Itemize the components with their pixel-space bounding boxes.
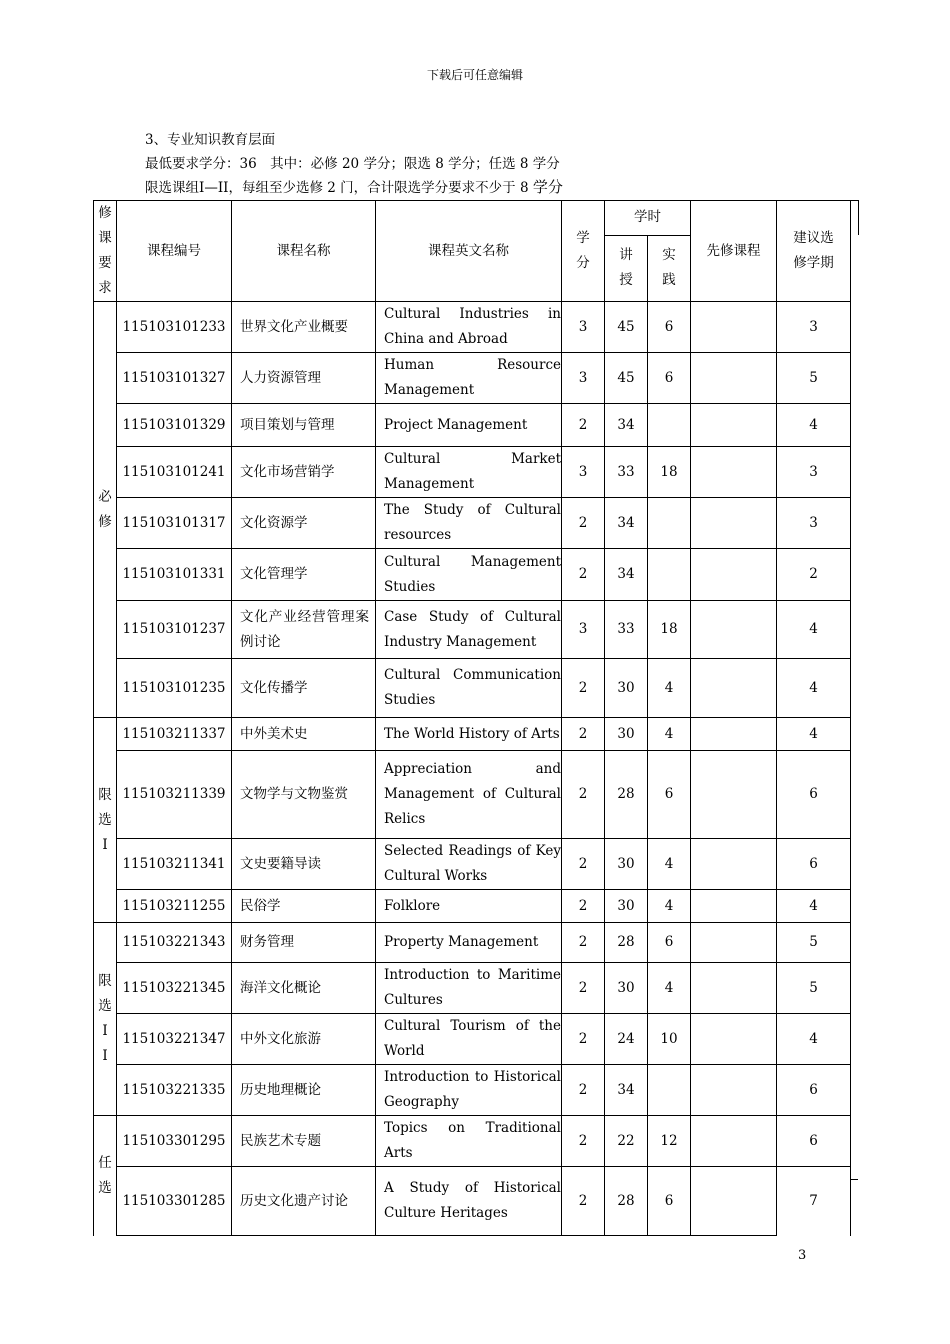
suggested-term-cell: 4: [777, 890, 851, 923]
group-label: 限 选 I I: [94, 923, 117, 1116]
credit-cell: 2: [562, 1065, 605, 1116]
header-prerequisite: 先修课程: [691, 201, 777, 302]
lecture-hours-cell: 24: [605, 1014, 648, 1065]
lecture-hours-cell: 33: [605, 601, 648, 659]
lecture-hours-cell: 45: [605, 353, 648, 404]
prerequisite-cell: [691, 498, 777, 549]
course-code-cell: 115103221343: [117, 923, 232, 963]
prerequisite-cell: [691, 751, 777, 839]
course-code-cell: 115103211341: [117, 839, 232, 890]
group-label: 必 修: [94, 302, 117, 718]
lecture-hours-cell: 28: [605, 1167, 648, 1236]
suggested-term-cell: 6: [777, 1116, 851, 1167]
practice-hours-cell: [648, 404, 691, 447]
course-code-cell: 115103221347: [117, 1014, 232, 1065]
prerequisite-cell: [691, 549, 777, 601]
practice-hours-cell: 12: [648, 1116, 691, 1167]
suggested-term-cell: 3: [777, 498, 851, 549]
course-code-cell: 115103101235: [117, 659, 232, 718]
course-name-cell: 文物学与文物鉴赏: [232, 751, 376, 839]
table-row: [94, 1116, 851, 1167]
lecture-hours-cell: 30: [605, 659, 648, 718]
prerequisite-cell: [691, 1116, 777, 1167]
course-code-cell: 115103101331: [117, 549, 232, 601]
table-row: [94, 353, 851, 404]
table-row: [94, 1065, 851, 1116]
credit-cell: 2: [562, 1167, 605, 1236]
prerequisite-cell: [691, 447, 777, 498]
english-name-cell: Topics on Traditional Arts: [376, 1116, 562, 1167]
table-row: [94, 890, 851, 923]
course-name-cell: 历史地理概论: [232, 1065, 376, 1116]
table-row: [94, 404, 851, 447]
table-row: [94, 601, 851, 659]
course-name-cell: 文化管理学: [232, 549, 376, 601]
course-name-cell: 民族艺术专题: [232, 1116, 376, 1167]
credit-cell: 2: [562, 963, 605, 1014]
course-name-cell: 文化产业经营管理案例讨论: [232, 601, 376, 659]
english-name-cell: The World History of Arts: [376, 718, 562, 751]
course-name-cell: 中外文化旅游: [232, 1014, 376, 1065]
prerequisite-cell: [691, 302, 777, 353]
prerequisite-cell: [691, 1167, 777, 1236]
credit-cell: 2: [562, 923, 605, 963]
english-name-cell: Introduction to Maritime Cultures: [376, 963, 562, 1014]
english-name-cell: Property Management: [376, 923, 562, 963]
page-header: 下载后可任意编辑: [426, 68, 523, 82]
english-name-cell: Folklore: [376, 890, 562, 923]
course-code-cell: 115103211339: [117, 751, 232, 839]
lecture-hours-cell: 28: [605, 923, 648, 963]
course-name-cell: 项目策划与管理: [232, 404, 376, 447]
lecture-hours-cell: 30: [605, 890, 648, 923]
prerequisite-cell: [691, 1065, 777, 1116]
suggested-term-cell: 6: [777, 839, 851, 890]
practice-hours-cell: 6: [648, 353, 691, 404]
suggested-term-cell: 5: [777, 353, 851, 404]
prerequisite-cell: [691, 1014, 777, 1065]
course-name-cell: 民俗学: [232, 890, 376, 923]
table-row: [94, 751, 851, 839]
credit-cell: 2: [562, 890, 605, 923]
course-name-cell: 文史要籍导读: [232, 839, 376, 890]
english-name-cell: Appreciation and Management of Cultural Relics: [376, 751, 562, 839]
prerequisite-cell: [691, 839, 777, 890]
table-row: [94, 549, 851, 601]
credit-cell: 2: [562, 498, 605, 549]
practice-hours-cell: 6: [648, 751, 691, 839]
english-name-cell: Cultural Management Studies: [376, 549, 562, 601]
group-label: 限 选 I: [94, 718, 117, 923]
practice-hours-cell: [648, 549, 691, 601]
lecture-hours-cell: 30: [605, 718, 648, 751]
table-frame-extension-bottom: [850, 1179, 858, 1180]
suggested-term-cell: 7: [777, 1167, 851, 1236]
suggested-term-cell: 4: [777, 404, 851, 447]
table-frame-extension-top: [850, 200, 859, 235]
course-code-cell: 115103301295: [117, 1116, 232, 1167]
course-code-cell: 115103211255: [117, 890, 232, 923]
practice-hours-cell: 6: [648, 1167, 691, 1236]
credit-cell: 2: [562, 659, 605, 718]
prerequisite-cell: [691, 601, 777, 659]
course-code-cell: 115103101241: [117, 447, 232, 498]
suggested-term-cell: 4: [777, 601, 851, 659]
header-lecture: 讲授: [605, 235, 648, 301]
suggested-term-cell: 3: [777, 447, 851, 498]
suggested-term-cell: 6: [777, 751, 851, 839]
lecture-hours-cell: 22: [605, 1116, 648, 1167]
lecture-hours-cell: 34: [605, 549, 648, 601]
table-row: [94, 718, 851, 751]
credit-cell: 3: [562, 302, 605, 353]
table-row: [94, 302, 851, 353]
course-table-body: [94, 302, 851, 1236]
suggested-term-cell: 5: [777, 923, 851, 963]
course-code-cell: 115103101317: [117, 498, 232, 549]
suggested-term-cell: 6: [777, 1065, 851, 1116]
elective-group-note-text: 限选课组Ⅰ—II，每组至少选修 2 门，合计限选学分要求不少于 8: [145, 180, 533, 196]
course-code-cell: 115103101233: [117, 302, 232, 353]
course-code-cell: 115103221345: [117, 963, 232, 1014]
course-code-cell: 115103301285: [117, 1167, 232, 1236]
table-row: [94, 1167, 851, 1236]
table-row: [94, 839, 851, 890]
practice-hours-cell: 4: [648, 839, 691, 890]
prerequisite-cell: [691, 353, 777, 404]
english-name-cell: A Study of Historical Culture Heritages: [376, 1167, 562, 1236]
suggested-term-cell: 2: [777, 549, 851, 601]
course-code-cell: 115103101329: [117, 404, 232, 447]
course-name-cell: 文化资源学: [232, 498, 376, 549]
english-name-cell: Project Management: [376, 404, 562, 447]
table-row: [94, 447, 851, 498]
course-name-cell: 财务管理: [232, 923, 376, 963]
credit-cell: 2: [562, 404, 605, 447]
lecture-hours-cell: 33: [605, 447, 648, 498]
lecture-hours-cell: 34: [605, 498, 648, 549]
credit-cell: 3: [562, 447, 605, 498]
lecture-hours-cell: 28: [605, 751, 648, 839]
practice-hours-cell: 18: [648, 601, 691, 659]
header-suggested-term: 建议选修学期: [777, 201, 851, 302]
practice-hours-cell: 4: [648, 963, 691, 1014]
practice-hours-cell: 4: [648, 890, 691, 923]
practice-hours-cell: 10: [648, 1014, 691, 1065]
credit-requirements: 最低要求学分：36 其中：必修 20 学分；限选 8 学分；任选 8 学分: [145, 156, 560, 172]
prerequisite-cell: [691, 404, 777, 447]
course-name-cell: 历史文化遗产讨论: [232, 1167, 376, 1236]
practice-hours-cell: 6: [648, 923, 691, 963]
credit-cell: 2: [562, 1014, 605, 1065]
lecture-hours-cell: 34: [605, 1065, 648, 1116]
credit-cell: 3: [562, 353, 605, 404]
course-name-cell: 文化市场营销学: [232, 447, 376, 498]
suggested-term-cell: 5: [777, 963, 851, 1014]
english-name-cell: Cultural Tourism of the World: [376, 1014, 562, 1065]
course-name-cell: 人力资源管理: [232, 353, 376, 404]
table-row: [94, 659, 851, 718]
suggested-term-cell: 3: [777, 302, 851, 353]
practice-hours-cell: [648, 498, 691, 549]
section-title: 3、专业知识教育层面: [145, 132, 276, 148]
course-table: [93, 200, 851, 1236]
prerequisite-cell: [691, 890, 777, 923]
course-name-cell: 世界文化产业概要: [232, 302, 376, 353]
table-row: [94, 963, 851, 1014]
course-name-cell: 中外美术史: [232, 718, 376, 751]
suggested-term-cell: 4: [777, 1014, 851, 1065]
english-name-cell: The Study of Cultural resources: [376, 498, 562, 549]
group-label: 任 选: [94, 1116, 117, 1236]
practice-hours-cell: [648, 1065, 691, 1116]
credit-cell: 2: [562, 839, 605, 890]
suggested-term-cell: 4: [777, 659, 851, 718]
credit-cell: 2: [562, 549, 605, 601]
page-number: 3: [798, 1248, 807, 1263]
english-name-cell: Human Resource Management: [376, 353, 562, 404]
suggested-term-cell: 4: [777, 718, 851, 751]
header-requirement: 修 课 要 求: [94, 201, 117, 302]
course-name-cell: 海洋文化概论: [232, 963, 376, 1014]
prerequisite-cell: [691, 923, 777, 963]
prerequisite-cell: [691, 963, 777, 1014]
elective-group-note: [145, 176, 563, 197]
english-name-cell: Introduction to Historical Geography: [376, 1065, 562, 1116]
practice-hours-cell: 18: [648, 447, 691, 498]
header-course-code: 课程编号: [117, 201, 232, 302]
lecture-hours-cell: 45: [605, 302, 648, 353]
header-credit: 学分: [562, 201, 605, 302]
course-name-cell: 文化传播学: [232, 659, 376, 718]
table-row: [94, 1014, 851, 1065]
lecture-hours-cell: 30: [605, 963, 648, 1014]
table-row: [94, 923, 851, 963]
header-english-name: 课程英文名称: [376, 201, 562, 302]
english-name-cell: Cultural Market Management: [376, 447, 562, 498]
credit-cell: 2: [562, 751, 605, 839]
prerequisite-cell: [691, 718, 777, 751]
header-hours: 学时: [605, 201, 691, 236]
english-name-cell: Cultural Communication Studies: [376, 659, 562, 718]
english-name-cell: Cultural Industries in China and Abroad: [376, 302, 562, 353]
credit-cell: 2: [562, 1116, 605, 1167]
english-name-cell: Case Study of Cultural Industry Management: [376, 601, 562, 659]
elective-group-note-unit: 学分: [532, 178, 563, 196]
credit-cell: 2: [562, 718, 605, 751]
course-code-cell: 115103101327: [117, 353, 232, 404]
course-code-cell: 115103221335: [117, 1065, 232, 1116]
course-code-cell: 115103211337: [117, 718, 232, 751]
header-course-name: 课程名称: [232, 201, 376, 302]
lecture-hours-cell: 34: [605, 404, 648, 447]
table-row: [94, 498, 851, 549]
course-code-cell: 115103101237: [117, 601, 232, 659]
credit-cell: 3: [562, 601, 605, 659]
header-practice: 实践: [648, 235, 691, 301]
prerequisite-cell: [691, 659, 777, 718]
practice-hours-cell: 4: [648, 659, 691, 718]
english-name-cell: Selected Readings of Key Cultural Works: [376, 839, 562, 890]
practice-hours-cell: 4: [648, 718, 691, 751]
practice-hours-cell: 6: [648, 302, 691, 353]
lecture-hours-cell: 30: [605, 839, 648, 890]
